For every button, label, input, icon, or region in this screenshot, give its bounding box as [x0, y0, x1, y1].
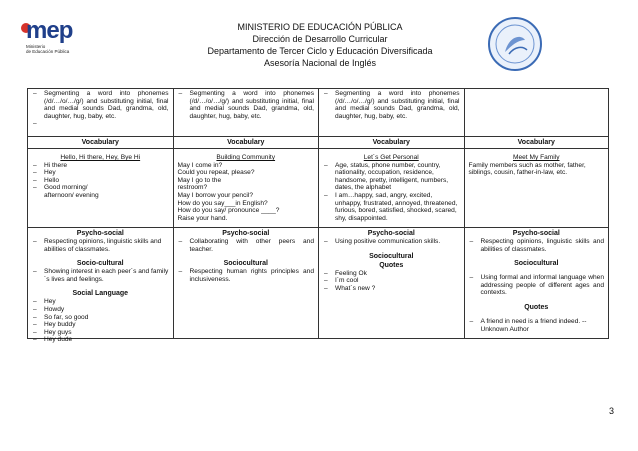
list-item: – Good morning/ afternoon/ evening [44, 184, 108, 199]
table-cell [173, 228, 319, 338]
page-header [0, 0, 638, 82]
table-row [27, 228, 609, 344]
table-cell [27, 149, 173, 227]
topic-text: Family members such as mother, father, siblings, cousin, father-in-law, etc. [468, 161, 586, 177]
list-item: – Segmenting a word into phonemes (/d/…/o/…/g/) and substituting initial, final and medial sounds Dad, grandma, old, daughter, hug, baby, etc. [190, 90, 315, 120]
page-number: 3 [609, 406, 615, 416]
list-item: – Hey buddy [44, 321, 169, 329]
social-language-heading: Social Language [72, 290, 129, 298]
list-item: – Using positive communication skills. [335, 238, 460, 246]
phrase-line: Could you repeat, please? [177, 169, 255, 177]
header-line3: Departamento de Tercer Ciclo y Educación Diversificada [207, 46, 433, 56]
list-item: – Respecting opinions, linguistic skills and abilities of classmates. [44, 238, 169, 253]
header-line4: Asesoría Nacional de Inglés [263, 58, 377, 68]
phrase-line: How do you say___in English? [177, 199, 268, 207]
list-item: – Segmenting a word into phonemes (/d/…/o/…/g/) and substituting initial, final and medial sounds Dad, grandma, old, daughter, hug, baby, etc. [335, 90, 460, 120]
list-item: – Hey [44, 298, 169, 306]
table-cell [318, 89, 464, 136]
logo-sub-line1: Ministerio [26, 44, 46, 49]
topic-title: Building Community [216, 154, 276, 161]
table-cell [464, 89, 610, 136]
quotes-heading: Quotes [379, 261, 404, 269]
list-item: – Howdy [44, 306, 169, 314]
vocabulary-heading: Vocabulary [464, 137, 610, 148]
sociocultural-heading: Sociocultural [514, 260, 559, 268]
table-cell [318, 228, 464, 338]
vocabulary-heading: Vocabulary [318, 137, 464, 148]
table-cell [464, 149, 610, 227]
seal-icon [487, 16, 543, 72]
table-row [27, 137, 609, 149]
list-item: – Hey dude [44, 336, 169, 344]
logo-text: mep [26, 17, 73, 44]
list-item: – What´s new ? [335, 285, 460, 293]
list-item: – Hey guys [44, 329, 169, 337]
list-item: – Age, status, phone number, country, nationality, occupation, residence, handsome, pretty, intelligent, numbers, dates, the alphabet [335, 162, 460, 192]
list-item: – Segmenting a word into phonemes (/d/…/o/…/g/) and substituting initial, final and medial sounds Dad, grandma, old, daughter, hug, baby, etc. [44, 90, 169, 120]
table-cell [173, 89, 319, 136]
list-item: – A friend in need is a friend indeed. -- Unknown Author [481, 318, 605, 333]
quotes-heading: Quotes [524, 303, 549, 311]
list-item: – Respecting human rights principles and inclusiveness. [190, 268, 315, 283]
topic-title: Hello, Hi there, Hey, Bye Hi [60, 154, 141, 161]
psycho-social-heading: Psycho-social [512, 230, 560, 237]
socio-cultural-heading: Socio-cultural [76, 260, 124, 268]
list-item: – Hey [44, 169, 169, 177]
table-cell [318, 149, 464, 227]
psycho-social-heading: Psycho-social [367, 230, 415, 237]
logo-subtitle [26, 44, 69, 54]
psycho-social-heading: Psycho-social [222, 230, 270, 237]
header-line1: MINISTERIO DE EDUCACIÓN PÚBLICA [237, 22, 403, 32]
phrase-line: How do you say/ pronounce ____? [177, 207, 280, 215]
psycho-social-heading: Psycho-social [76, 230, 124, 237]
phrase-line: May I borrow your pencil? [177, 191, 253, 199]
phrase-line: May I come in? [177, 161, 223, 169]
table-cell [464, 228, 610, 338]
table-cell [27, 228, 173, 344]
list-item: – So far, so good [44, 314, 169, 322]
topic-title: Meet My Family [512, 154, 560, 161]
sociocultural-heading: Sociocultural [369, 252, 414, 260]
list-item: – Hi there [44, 162, 169, 170]
list-item: – Respecting opinions, linguistic skills and abilities of classmates. [481, 238, 605, 253]
vocabulary-heading: Vocabulary [173, 137, 319, 148]
curriculum-table [27, 88, 609, 344]
list-item: – Showing interest in each peer´s and family´s lives and feelings. [44, 268, 169, 283]
table-row [27, 89, 609, 137]
list-item: – Hello [44, 177, 169, 185]
table-cell [27, 89, 173, 136]
sociocultural-heading: Sociocultural [223, 260, 268, 268]
list-item: – Feeling Ok [335, 270, 460, 278]
dash-marker: – [33, 120, 37, 128]
list-item: – I am…happy, sad, angry, excited, unhappy, frustrated, annoyed, threatened, furious, bored, satisfied, shocked, scared, shy, disappointed. [335, 192, 460, 222]
vocabulary-heading: Vocabulary [27, 137, 173, 148]
phrase-line: Raise your hand. [177, 214, 228, 222]
logo-sub-line2: de Educación Pública [26, 49, 70, 54]
phrase-line: May I go to the restroom? [177, 176, 222, 192]
table-row [27, 149, 609, 228]
header-line2: Dirección de Desarrollo Curricular [252, 34, 388, 44]
list-item: – Using formal and informal language when addressing people of different ages and contexts. [481, 274, 605, 297]
list-item: – Collaborating with other peers and teacher. [190, 238, 315, 253]
table-cell [173, 149, 319, 227]
list-item: – I´m cool [335, 277, 460, 285]
topic-title: Let´s Get Personal [363, 154, 419, 161]
